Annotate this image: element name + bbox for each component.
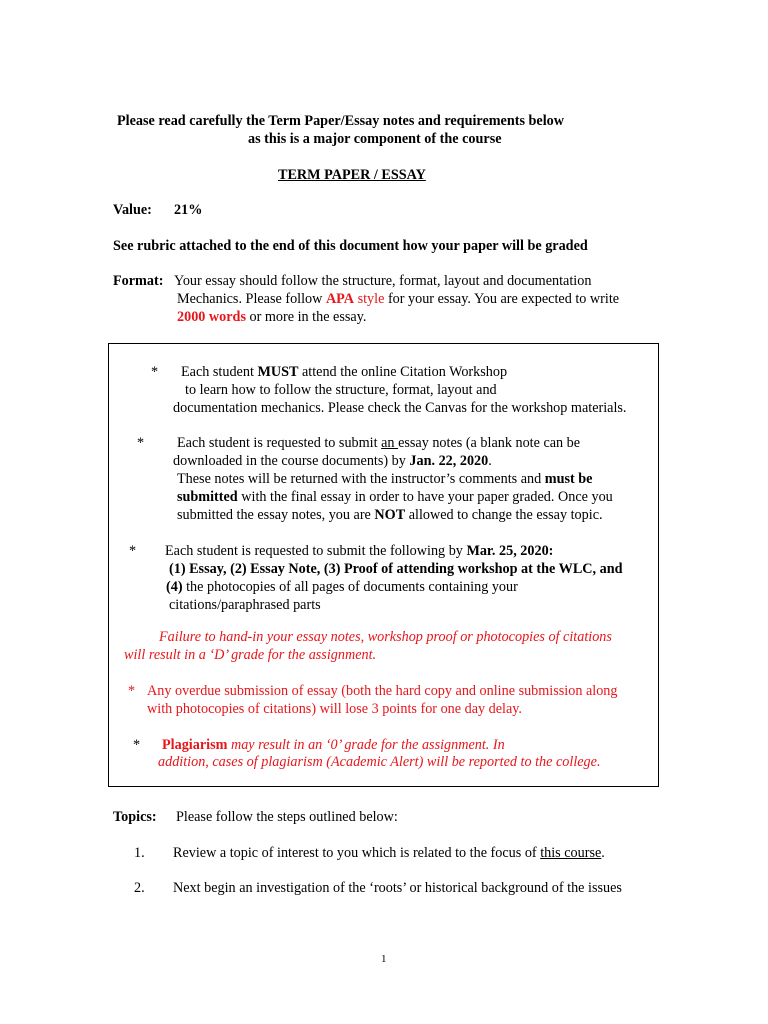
bullet-4: * bbox=[128, 683, 136, 699]
bullet-1: * bbox=[151, 364, 159, 380]
item-4-line-1: Any overdue submission of essay (both the hard copy and online submission along bbox=[147, 683, 618, 699]
intro-line-1: Please read carefully the Term Paper/Essay notes and requirements below bbox=[117, 113, 565, 129]
step-2-text: Next begin an investigation of the ‘roots’ or historical background of the issues bbox=[173, 880, 622, 896]
item-2-line-4: submitted with the final essay in order to have your paper graded. Once you bbox=[177, 489, 613, 505]
essay-due-date: Mar. 25, 2020: bbox=[466, 543, 554, 559]
format-line-1: Your essay should follow the structure, format, layout and documentation bbox=[174, 273, 592, 289]
value-amount: 21% bbox=[174, 202, 203, 218]
item-3-line-2: (1) Essay, (2) Essay Note, (3) Proof of attending workshop at the WLC, and bbox=[169, 561, 623, 577]
topics-intro: Please follow the steps outlined below: bbox=[176, 809, 398, 825]
item-4-line-2: with photocopies of citations) will lose 3 points for one day delay. bbox=[147, 701, 522, 717]
format-line-3: 2000 words or more in the essay. bbox=[177, 309, 367, 325]
item-2-line-5: submitted the essay notes, you are NOT allowed to change the essay topic. bbox=[177, 507, 603, 523]
bullet-2: * bbox=[137, 435, 145, 451]
step-1-text: Review a topic of interest to you which is related to the focus of this course. bbox=[173, 845, 605, 861]
item-5-line-2: addition, cases of plagiarism (Academic Alert) will be reported to the college. bbox=[158, 754, 601, 770]
value-label: Value: bbox=[113, 202, 152, 218]
notes-due-date: Jan. 22, 2020 bbox=[409, 453, 489, 469]
page-number: 1 bbox=[381, 953, 387, 965]
bullet-3: * bbox=[129, 543, 137, 559]
bullet-5: * bbox=[133, 737, 141, 753]
item-2-line-1: Each student is requested to submit an essay notes (a blank note can be bbox=[177, 435, 581, 451]
warning-line-2: will result in a ‘D’ grade for the assignment. bbox=[124, 647, 377, 663]
apa-emphasis: APA bbox=[325, 291, 355, 307]
item-5-line-1: Plagiarism may result in an ‘0’ grade for the assignment. In bbox=[162, 737, 505, 753]
topics-label: Topics: bbox=[113, 809, 157, 825]
format-label: Format: bbox=[113, 273, 164, 289]
item-3-line-3: (4) the photocopies of all pages of documents containing your bbox=[166, 579, 518, 595]
item-2-line-2: downloaded in the course documents) by Jan. 22, 2020. bbox=[173, 453, 492, 469]
item-2-line-3: These notes will be returned with the instructor’s comments and must be bbox=[177, 471, 593, 487]
item-1-line-1: Each student MUST attend the online Citation Workshop bbox=[181, 364, 508, 380]
course-link: this course bbox=[540, 845, 602, 861]
warning-line-1: Failure to hand-in your essay notes, workshop proof or photocopies of citations bbox=[159, 629, 612, 645]
item-1-line-2: to learn how to follow the structure, format, layout and bbox=[185, 382, 497, 398]
item-3-line-1: Each student is requested to submit the following by Mar. 25, 2020: bbox=[165, 543, 554, 559]
plagiarism-emphasis: Plagiarism bbox=[162, 737, 228, 753]
rubric-note: See rubric attached to the end of this document how your paper will be graded bbox=[113, 238, 588, 254]
item-3-line-4: citations/paraphrased parts bbox=[169, 597, 321, 613]
intro-line-2: as this is a major component of the course bbox=[248, 131, 502, 147]
step-1-number: 1. bbox=[134, 845, 145, 861]
page-title: TERM PAPER / ESSAY bbox=[278, 167, 426, 183]
format-line-2: Mechanics. Please follow APA style for your essay. You are expected to write bbox=[177, 291, 620, 307]
item-1-line-3: documentation mechanics. Please check the Canvas for the workshop materials. bbox=[173, 400, 627, 416]
step-2-number: 2. bbox=[134, 880, 145, 896]
word-count-emphasis: 2000 words bbox=[177, 309, 246, 325]
